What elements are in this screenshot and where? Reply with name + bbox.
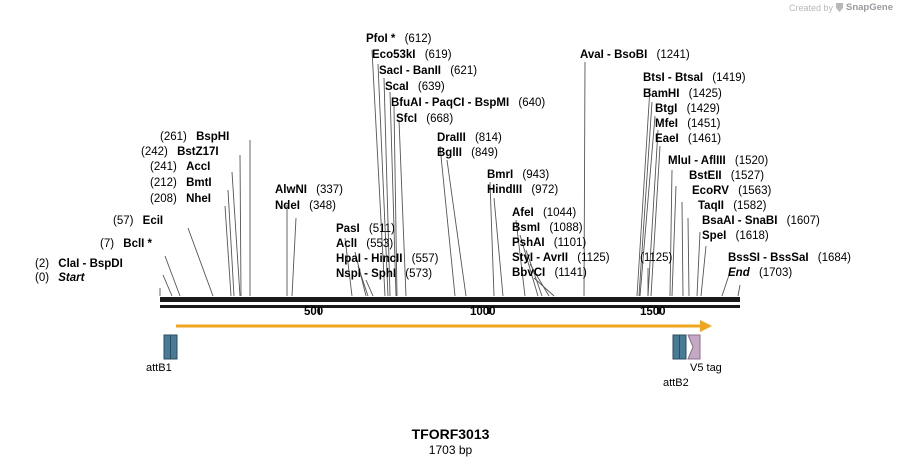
site-label-clai-bspdi[interactable] [35,258,123,270]
site-label-bsteii[interactable] [689,170,764,182]
site-pos: (337) [316,184,344,196]
site-label-nspi-sphi[interactable] [336,268,432,280]
site-name: AccI [186,161,211,173]
site-name: HpaI - HincII [336,253,403,265]
credit-brand: SnapGene [846,2,893,13]
site-label-styi-avrii[interactable] [512,252,610,264]
site-label-1125[interactable] [640,252,672,264]
credit-prefix: Created by [788,2,833,13]
site-name: ScaI [385,81,409,93]
site-label-bbvci[interactable] [512,267,587,279]
feature-label-attb2[interactable]: attB2 [663,377,689,389]
site-name: BstEII [689,170,722,182]
site-label-pfoi[interactable] [366,33,431,45]
site-pos: (1527) [730,170,765,182]
site-label-draiii[interactable] [437,132,502,144]
site-name: EcoRV [692,185,729,197]
site-label-mfei[interactable] [655,118,720,130]
site-label-eco53ki[interactable] [372,49,452,61]
site-label-bcli[interactable] [100,238,152,250]
site-pos: (1618) [735,230,769,242]
site-label-eaei[interactable] [655,133,721,145]
site-name: Start [58,272,85,284]
site-name: BtgI [655,103,678,115]
snapgene-logo-icon [836,3,843,12]
site-pos: (553) [366,238,394,250]
site-name: ClaI - BspDI [58,258,123,270]
site-name: AfeI [512,207,534,219]
site-label-scai[interactable] [385,81,445,93]
site-label-nhei[interactable] [150,193,211,205]
site-pos: (1419) [712,72,746,84]
site-label-alwni[interactable] [275,184,343,196]
site-pos: (1607) [786,215,820,227]
site-label-end[interactable] [728,267,792,279]
site-pos: (242) [141,146,168,158]
site-label-start[interactable] [35,272,84,284]
site-label-taqii[interactable] [698,200,766,212]
site-name: PasI [336,223,360,235]
ruler-label-1000: 1000 [470,306,496,318]
site-pos: (241) [150,161,177,173]
site-name: BbvCI [512,267,546,279]
site-name: PshAI [512,237,545,249]
feature-label-v5tag[interactable]: V5 tag [690,362,722,374]
site-pos: (0) [35,272,50,284]
site-pos: (668) [426,113,454,125]
site-name: AlwNI [275,184,307,196]
site-label-bfuai-paqci-bspmi[interactable] [391,97,545,109]
site-name: HindIII [487,184,523,196]
site-label-avai-bsobi[interactable] [580,49,690,61]
site-pos: (1520) [734,155,769,167]
site-name: DraIII [437,132,466,144]
site-label-saci-banii[interactable] [379,65,477,77]
site-pos: (573) [405,268,433,280]
site-label-bsphi[interactable] [160,131,229,143]
site-pos: (1141) [554,267,587,279]
backbone-line [160,297,740,302]
site-name: Eco53kI [372,49,416,61]
site-pos: (1044) [542,207,577,219]
site-label-bamhi[interactable] [643,88,722,100]
site-pos: (1088) [549,222,583,234]
plasmid-length: 1703 bp [428,443,473,457]
site-pos: (7) [100,238,115,250]
site-name: SpeI [702,230,727,242]
site-label-btsi-btsai[interactable] [643,72,746,84]
site-name: BsmI [512,222,541,234]
site-pos: (1703) [758,267,793,279]
site-name: NspI - SphI [336,268,397,280]
site-pos: (1125) [640,252,673,264]
site-pos: (208) [150,193,177,205]
site-pos: (849) [471,147,498,159]
site-pos: (943) [522,169,550,181]
site-label-btgi[interactable] [655,103,720,115]
site-name: NdeI [275,200,300,212]
ruler-label-1500: 1500 [640,306,666,318]
site-label-hpai-hincii[interactable] [336,253,439,265]
site-pos: (1684) [817,252,851,264]
site-name: EaeI [655,133,679,145]
ruler-label-500: 500 [304,306,324,318]
site-name: BclI * [123,238,153,250]
site-label-mlui-afliii[interactable] [668,155,768,167]
page-title: TFORF3013 [411,426,490,442]
site-pos: (640) [518,97,546,109]
site-name: PfoI * [366,33,396,45]
site-label-bmti[interactable] [150,177,212,189]
site-name: End [728,267,750,279]
site-pos: (1563) [738,185,772,197]
site-name: NheI [186,193,211,205]
site-label-spei[interactable] [702,230,769,242]
site-pos: (1241) [656,49,690,61]
site-pos: (1582) [733,200,767,212]
site-pos: (2) [35,258,50,270]
site-pos: (557) [411,253,439,265]
snapgene-credit [789,2,893,13]
site-name: SfcI [396,113,418,125]
site-name: BmrI [487,169,514,181]
site-pos: (57) [113,215,134,227]
site-pos: (212) [150,177,177,189]
site-label-acci[interactable] [150,161,210,173]
site-label-ecorv[interactable] [692,185,771,197]
site-pos: (511) [368,223,395,235]
site-name: MfeI [655,118,678,130]
site-name: AvaI - BsoBI [580,49,648,61]
site-name: BglII [437,147,462,159]
site-pos: (612) [404,33,432,45]
site-label-bsaai-snabi[interactable] [702,215,820,227]
site-label-sfci[interactable] [396,113,453,125]
site-pos: (619) [424,49,452,61]
site-name: BtsI - BtsaI [643,72,704,84]
site-name: BsaAI - SnaBI [702,215,778,227]
site-pos: (972) [531,184,559,196]
site-pos: (1425) [688,88,722,100]
site-label-hindiii[interactable] [487,184,558,196]
site-pos: (1451) [687,118,721,130]
site-label-afei[interactable] [512,207,576,219]
site-label-bmri[interactable] [487,169,549,181]
site-label-bsssi-bsssai[interactable] [728,252,851,264]
site-pos: (1461) [687,133,722,145]
site-name: TaqII [698,200,724,212]
feature-label-attb1[interactable]: attB1 [146,362,172,374]
site-name: BmtI [186,177,212,189]
site-pos: (1429) [686,103,720,115]
site-name: StyI - AvrII [512,252,569,264]
site-name: SacI - BanII [379,65,441,77]
site-label-bsmi[interactable] [512,222,583,234]
site-name: BspHI [196,131,230,143]
site-name: EciI [142,215,164,227]
site-label-bglii[interactable] [437,147,498,159]
site-label-bstz17i[interactable] [141,146,219,158]
site-label-pshai[interactable] [512,237,586,249]
site-label-ndei[interactable] [275,200,336,212]
site-pos: (814) [474,132,502,144]
site-name: MluI - AflIII [668,155,726,167]
site-name: AclI [336,238,358,250]
site-name: BfuAI - PaqCI - BspMI [391,97,510,109]
site-pos: (261) [160,131,187,143]
site-pos: (639) [417,81,445,93]
site-pos: (348) [309,200,336,212]
site-pos: (621) [450,65,478,77]
site-pos: (1125) [577,252,610,264]
site-name: BssSI - BssSaI [728,252,809,264]
site-label-pasi[interactable] [336,223,395,235]
site-label-ecii[interactable] [113,215,163,227]
site-name: BamHI [643,88,680,100]
site-pos: (1101) [553,237,587,249]
site-label-acli[interactable] [336,238,393,250]
site-name: BstZ17I [177,146,219,158]
